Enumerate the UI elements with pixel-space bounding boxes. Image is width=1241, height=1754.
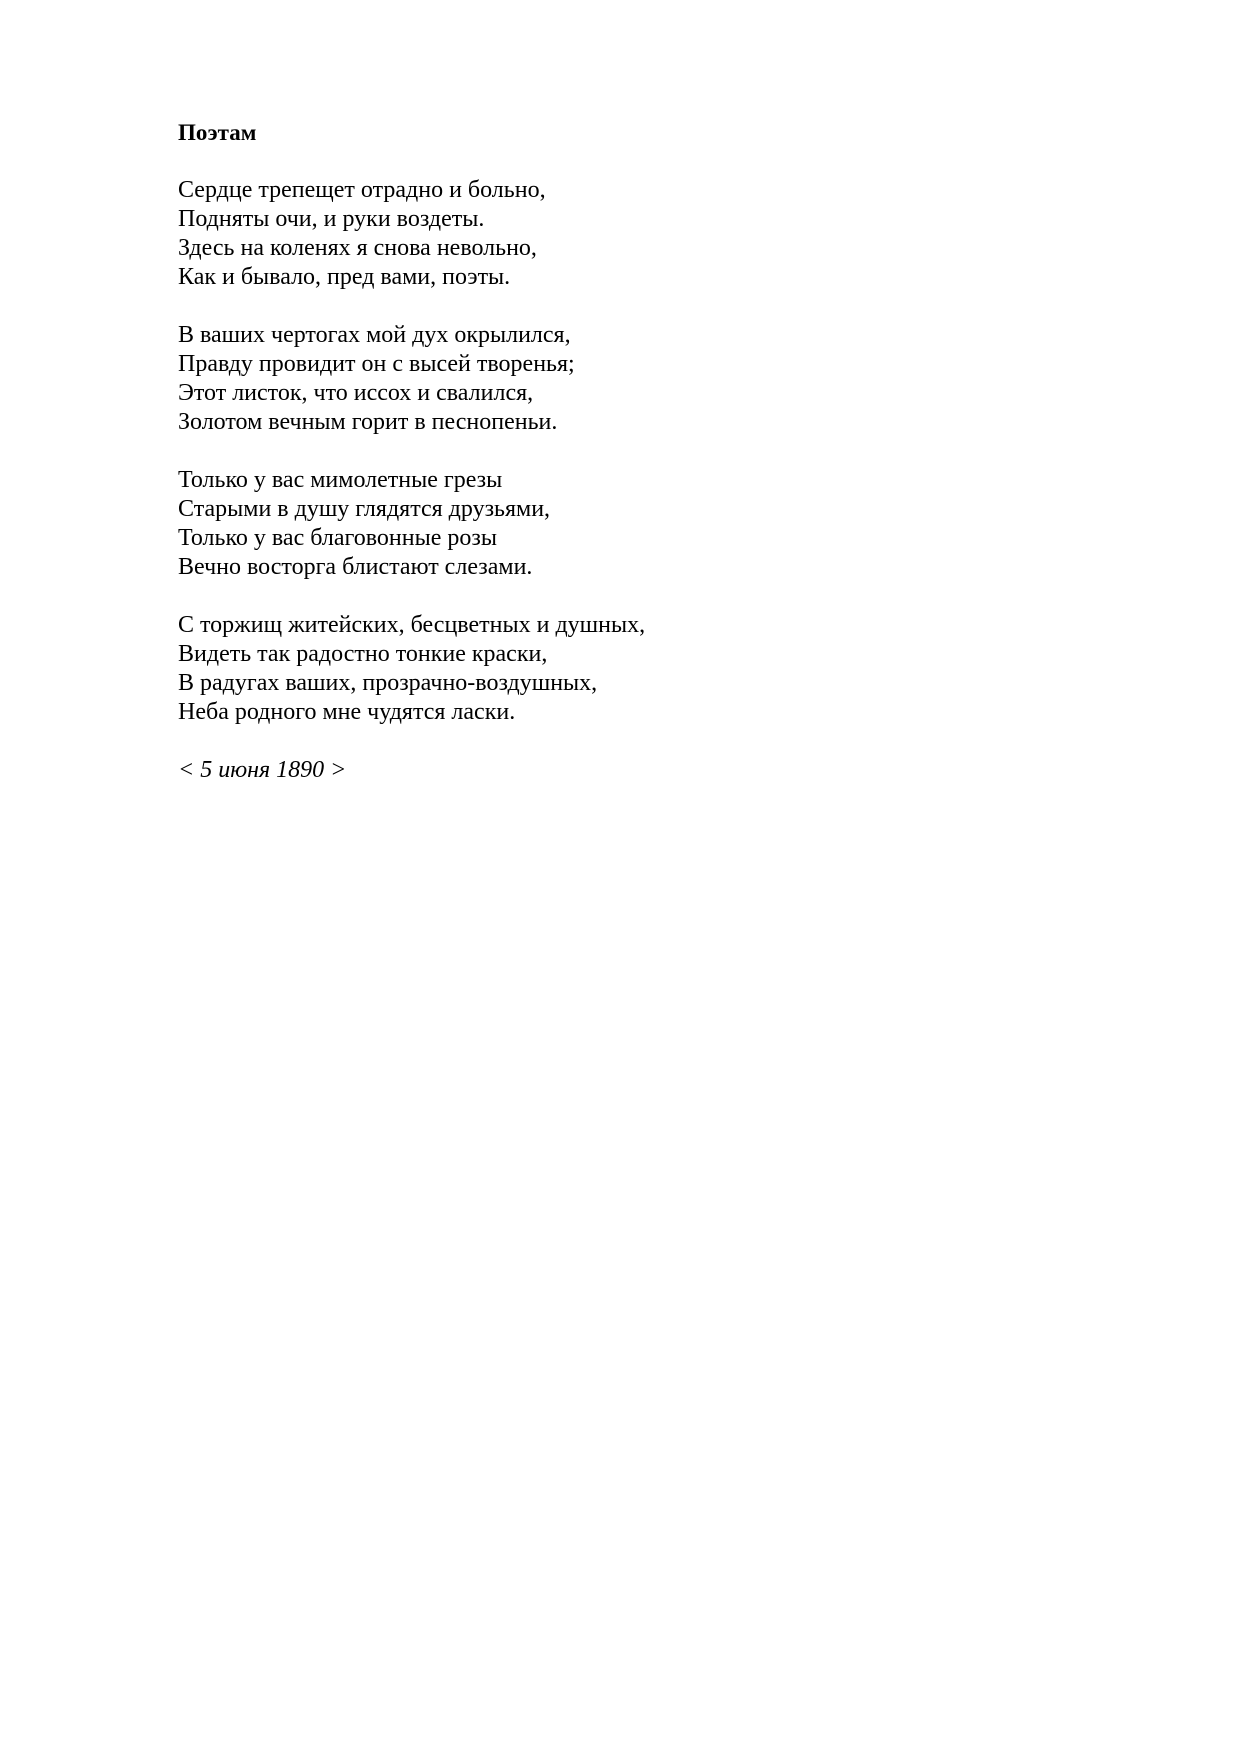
poem-line: С торжищ житейских, бесцветных и душных, xyxy=(178,612,646,638)
poem-line: Сердце трепещет отрадно и больно, xyxy=(178,177,546,203)
poem-line: Подняты очи, и руки воздеты. xyxy=(178,206,485,232)
poem-line: Правду провидит он с высей творенья; xyxy=(178,351,575,377)
poem-line: Видеть так радостно тонкие краски, xyxy=(178,641,548,667)
poem-line: Старыми в душу глядятся друзьями, xyxy=(178,496,551,522)
stanza-3 xyxy=(178,466,1078,582)
poem-line: Только у вас благовонные розы xyxy=(178,525,497,551)
poem xyxy=(178,118,1078,785)
poem-line: Неба родного мне чудятся ласки. xyxy=(178,699,516,725)
poem-line: В ваших чертогах мой дух окрылился, xyxy=(178,322,571,348)
poem-line: В радугах ваших, прозрачно-воздушных, xyxy=(178,670,598,696)
poem-line: Вечно восторга блистают слезами. xyxy=(178,554,533,580)
poem-line: Как и бывало, пред вами, поэты. xyxy=(178,264,511,290)
poem-date: < 5 июня 1890 > xyxy=(178,757,347,783)
stanza-1 xyxy=(178,176,1078,292)
poem-line: Здесь на коленях я снова невольно, xyxy=(178,235,537,261)
poem-line: Этот листок, что иссох и свалился, xyxy=(178,380,534,406)
poem-line: Золотом вечным горит в песнопеньи. xyxy=(178,409,558,435)
stanza-2 xyxy=(178,321,1078,437)
poem-line: Только у вас мимолетные грезы xyxy=(178,467,503,493)
stanza-4 xyxy=(178,611,1078,727)
poem-title: Поэтам xyxy=(178,120,257,145)
